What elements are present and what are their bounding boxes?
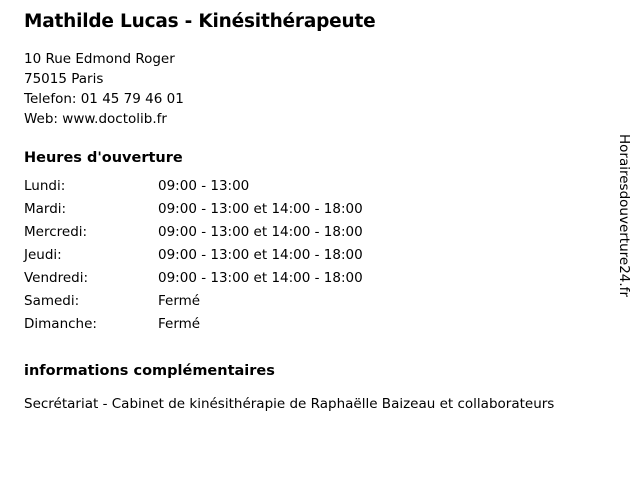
- hours-day: Mercredi:: [24, 224, 88, 241]
- hours-day: Lundi:: [24, 178, 66, 195]
- phone-line: Telefon: 01 45 79 46 01: [24, 91, 184, 108]
- additional-info-text: Secrétariat - Cabinet de kinésithérapie de Raphaëlle Baizeau et collaborateurs: [24, 396, 555, 413]
- address-city: 75015 Paris: [24, 71, 104, 88]
- hours-value: 09:00 - 13:00 et 14:00 - 18:00: [158, 224, 363, 241]
- table-row: [24, 201, 363, 224]
- web-line: Web: www.doctolib.fr: [24, 111, 167, 128]
- hours-value: 09:00 - 13:00 et 14:00 - 18:00: [158, 247, 363, 264]
- hours-day: Samedi:: [24, 293, 80, 310]
- hours-day: Jeudi:: [24, 247, 62, 264]
- hours-value: Fermé: [158, 316, 201, 333]
- hours-value: 09:00 - 13:00 et 14:00 - 18:00: [158, 270, 363, 287]
- opening-hours-table: [24, 178, 363, 339]
- hours-day: Vendredi:: [24, 270, 89, 287]
- additional-info-heading: informations complémentaires: [24, 363, 275, 380]
- table-row: [24, 270, 363, 293]
- page-title: Mathilde Lucas - Kinésithérapeute: [24, 11, 376, 32]
- hours-value: 09:00 - 13:00: [158, 178, 250, 195]
- opening-hours-heading: Heures d'ouverture: [24, 150, 183, 167]
- watermark-label: Horairesdouverture24.fr: [616, 134, 632, 297]
- hours-value: 09:00 - 13:00 et 14:00 - 18:00: [158, 201, 363, 218]
- table-row: [24, 224, 363, 247]
- document-content: [24, 10, 594, 415]
- table-row: [24, 316, 363, 339]
- address-street: 10 Rue Edmond Roger: [24, 51, 175, 68]
- table-row: [24, 247, 363, 270]
- hours-day: Mardi:: [24, 201, 67, 218]
- table-row: [24, 178, 363, 201]
- hours-day: Dimanche:: [24, 316, 97, 333]
- table-row: [24, 293, 363, 316]
- hours-value: Fermé: [158, 293, 201, 310]
